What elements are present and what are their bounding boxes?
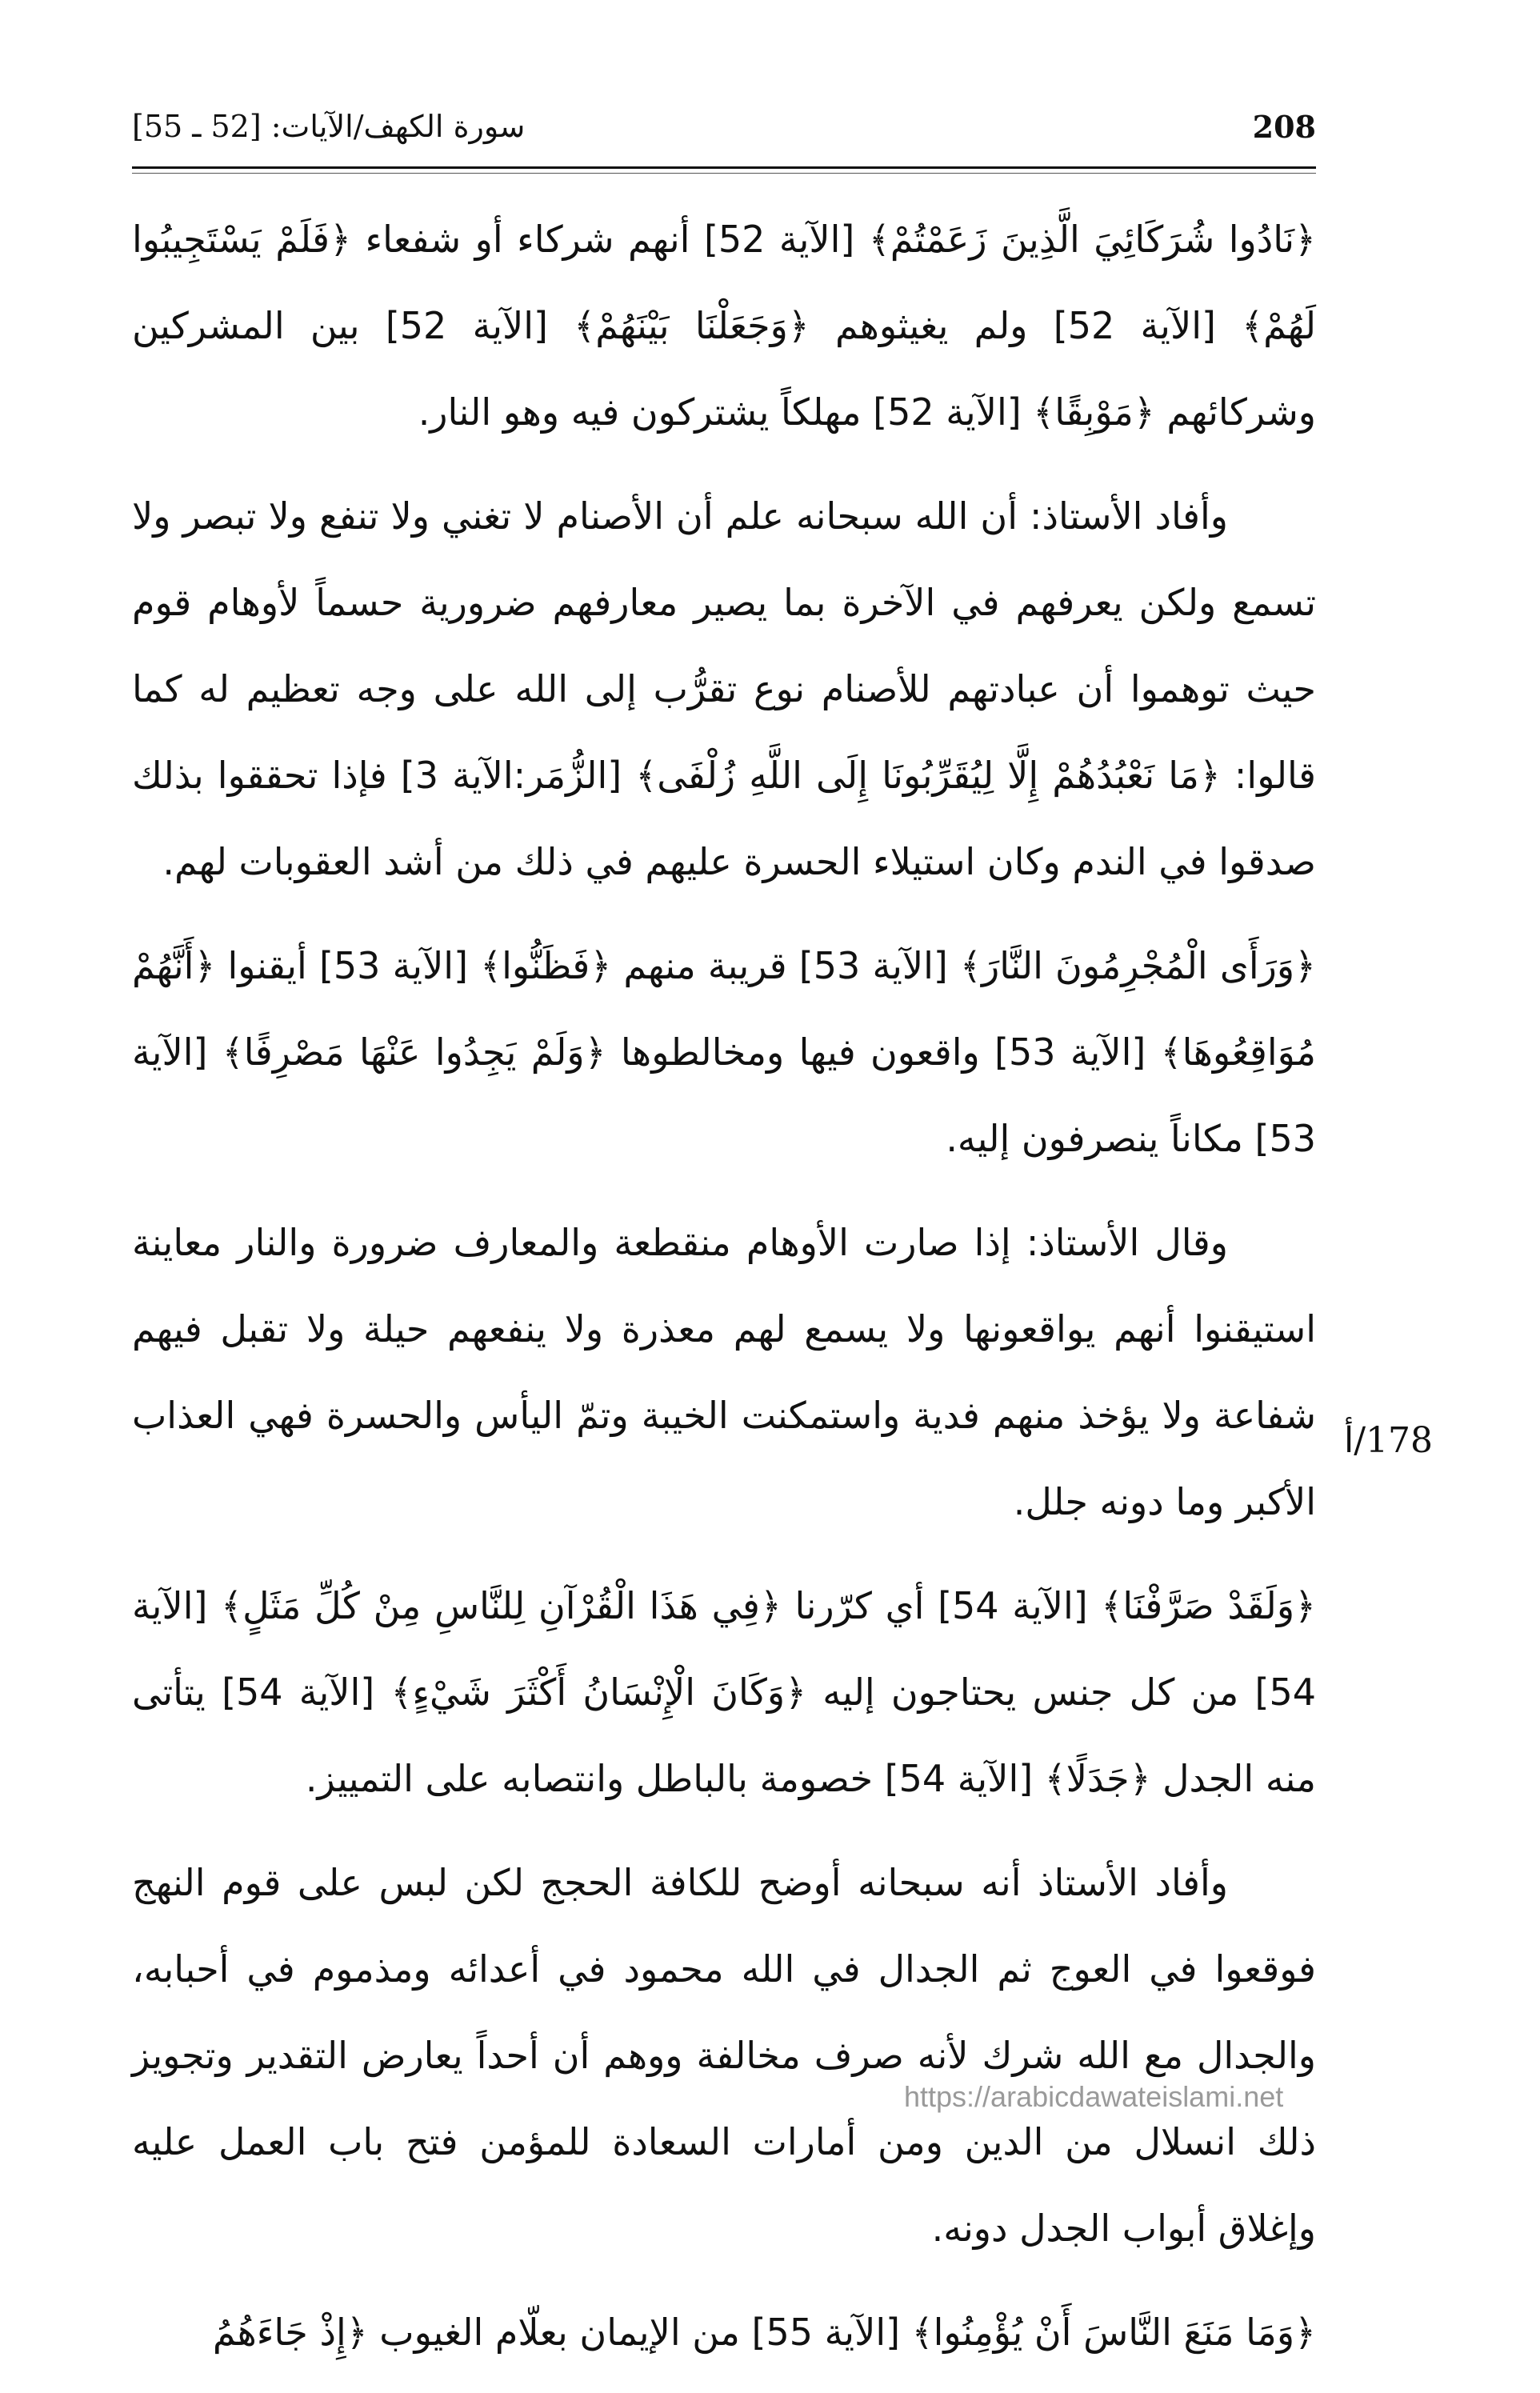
watermark-url: https://arabicdawateislami.net [904, 2080, 1284, 2113]
body-text [132, 196, 1316, 2393]
paragraph-ustadh-note-3: وأفاد الأستاذ أنه سبحانه أوضح للكافة الحجج لكن لبس على قوم النهج فوقعوا في العوج ثم الجدال في الله محمود في أعدائه ومذموم في أحبابه، والجدال مع الله شرك لأنه صرف مخالفة ووهم أن أحداً يعارض التقدير وتجويز ذلك انسلال من الدين ومن أمارات السعادة للمؤمن فتح باب العمل عليه وإغلاق أبواب الجدل دونه. [132, 1861, 1316, 2250]
paragraph-verse-52: ﴿نَادُوا شُرَكَائِيَ الَّذِينَ زَعَمْتُمْ﴾ [الآية 52] أنهم شركاء أو شفعاء ﴿فَلَمْ يَسْتَجِيبُوا لَهُمْ﴾ [الآية 52] ولم يغيثوهم ﴿وَجَعَلْنَا بَيْنَهُمْ﴾ [الآية 52] بين المشركين وشركائهم ﴿مَوْبِقًا﴾ [الآية 52] مهلكاً يشتركون فيه وهو النار. [132, 218, 1316, 434]
header-rule [132, 166, 1316, 169]
margin-folio-note: 178/أ [1344, 1420, 1434, 1461]
paragraph-ustadh-note-2: وقال الأستاذ: إذا صارت الأوهام منقطعة والمعارف ضرورة والنار معاينة استيقنوا أنهم يواقعونها ولا يسمع لهم معذرة ولا ينفعهم حيلة ولا تقبل فيهم شفاعة ولا يؤخذ منهم فدية واستمكنت الخيبة وتمّ اليأس والحسرة فهي العذاب الأكبر وما دونه جلل. [132, 1221, 1316, 1523]
paragraph-verse-54: ﴿وَلَقَدْ صَرَّفْنَا﴾ [الآية 54] أي كرّرنا ﴿فِي هَذَا الْقُرْآنِ لِلنَّاسِ مِنْ كُلِّ مَثَلٍ﴾ [الآية 54] من كل جنس يحتاجون إليه ﴿وَكَانَ الْإِنْسَانُ أَكْثَرَ شَيْءٍ﴾ [الآية 54] يتأتى منه الجدل ﴿جَدَلًا﴾ [الآية 54] خصومة بالباطل وانتصابه على التمييز. [132, 1584, 1317, 1800]
running-title: سورة الكهف/الآيات: [52 ـ 55] [132, 109, 526, 144]
paragraph-verse-53: ﴿وَرَأَى الْمُجْرِمُونَ النَّارَ﴾ [الآية 53] قريبة منهم ﴿فَظَنُّوا﴾ [الآية 53] أيقنوا ﴿أَنَّهُمْ مُوَاقِعُوهَا﴾ [الآية 53] واقعون فيها ومخالطوها ﴿وَلَمْ يَجِدُوا عَنْهَا مَصْرِفًا﴾ [الآية 53] مكاناً ينصرفون إليه. [132, 944, 1317, 1160]
paragraph-verse-55: ﴿وَمَا مَنَعَ النَّاسَ أَنْ يُؤْمِنُوا﴾ [الآية 55] من الإيمان بعلّام الغيوب ﴿إِذْ جَاءَهُمُ [212, 2311, 1316, 2354]
header-rule-thin [132, 173, 1316, 174]
page-header [132, 109, 1316, 165]
page-number: 208 [1252, 109, 1316, 145]
paragraph-ustadh-note-1: وأفاد الأستاذ: أن الله سبحانه علم أن الأصنام لا تغني ولا تنفع ولا تبصر ولا تسمع ولكن يعرفهم في الآخرة بما يصير معارفهم ضرورية حسماً لأوهام قوم حيث توهموا أن عبادتهم للأصنام نوع تقرُّب إلى الله على وجه تعظيم له كما قالوا: ﴿مَا نَعْبُدُهُمْ إِلَّا لِيُقَرِّبُونَا إِلَى اللَّهِ زُلْفَى﴾ [الزُّمَر:الآية 3] فإذا تحققوا بذلك صدقوا في الندم وكان استيلاء الحسرة عليهم في ذلك من أشد العقوبات لهم. [132, 494, 1316, 883]
